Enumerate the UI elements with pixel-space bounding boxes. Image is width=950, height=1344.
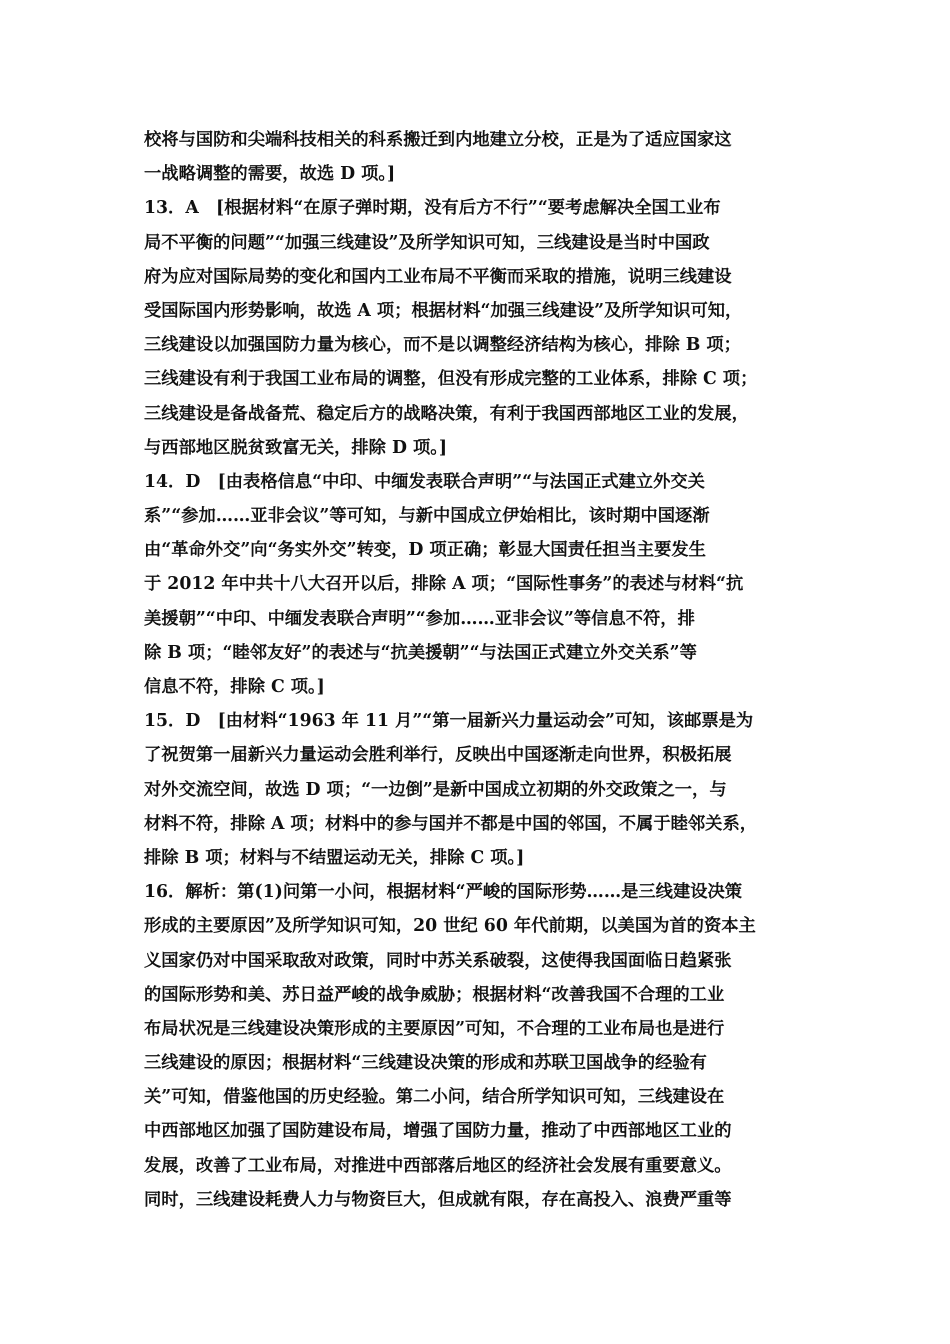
answer-15-line: 15．D [由材料“1963 年 11 月”“第一届新兴力量运动会”可知，该邮票是为 xyxy=(144,711,754,732)
text-line: 府为应对国际局势的变化和国内工业布局不平衡而采取的措施，说明三线建设 xyxy=(144,266,732,287)
text-line: 布局状况是三线建设决策形成的主要原因”可知，不合理的工业布局也是进行 xyxy=(144,1018,725,1039)
text-line: 材料不符，排除 A 项；材料中的参与国并不都是中国的邻国，不属于睦邻关系， xyxy=(144,813,758,834)
text-line: 的国际形势和美、苏日益严峻的战争威胁；根据材料“改善我国不合理的工业 xyxy=(144,984,725,1005)
text-line: 由“革命外交”向“务实外交”转变，D 项正确；彰显大国责任担当主要发生 xyxy=(144,540,706,561)
text-line: 三线建设的原因；根据材料“三线建设决策的形成和苏联卫国战争的经验有 xyxy=(144,1053,707,1074)
text-line: 形成的主要原因”及所学知识可知，20 世纪 60 年代前期，以美国为首的资本主 xyxy=(144,916,756,937)
text-line: 信息不符，排除 C 项。] xyxy=(144,677,325,697)
text-line: 三线建设以加强国防力量为核心，而不是以调整经济结构为核心，排除 B 项； xyxy=(144,335,741,356)
text-line: 受国际国内形势影响，故选 A 项；根据材料“加强三线建设”及所学知识可知， xyxy=(144,300,743,321)
text-line: 发展，改善了工业布局，对推进中西部落后地区的经济社会发展有重要意义。 xyxy=(144,1155,732,1176)
text-line: 于 2012 年中共十八大召开以后，排除 A 项；“国际性事务”的表述与材料“抗 xyxy=(144,574,744,595)
text-line: 三线建设是备战备荒、稳定后方的战略决策，有利于我国西部地区工业的发展， xyxy=(144,403,749,424)
text-line: 校将与国防和尖端科技相关的科系搬迁到内地建立分校，正是为了适应国家这 xyxy=(144,130,732,150)
text-line: 与西部地区脱贫致富无关，排除 D 项。] xyxy=(144,437,448,458)
text-line: 一战略调整的需要，故选 D 项。] xyxy=(144,164,396,185)
text-line: 关”可知，借鉴他国的历史经验。第二小问，结合所学知识可知，三线建设在 xyxy=(144,1087,725,1108)
text-line: 系”“参加……亚非会议”等可知，与新中国成立伊始相比，该时期中国逐渐 xyxy=(144,506,710,527)
text-line: 排除 B 项；材料与不结盟运动无关，排除 C 项。] xyxy=(144,847,525,868)
text-line: 了祝贺第一届新兴力量运动会胜利举行，反映出中国逐渐走向世界，积极拓展 xyxy=(144,745,732,766)
answer-16-line: 16．解析：第(1)问第一小问，根据材料“严峻的国际形势……是三线建设决策 xyxy=(144,882,743,903)
answer-14-line: 14．D [由表格信息“中印、中缅发表联合声明”“与法国正式建立外交关 xyxy=(144,471,705,492)
text-line: 三线建设有利于我国工业布局的调整，但没有形成完整的工业体系，排除 C 项； xyxy=(144,369,758,390)
answer-13-line: 13．A [根据材料“在原子弹时期，没有后方不行”“要考虑解决全国工业布 xyxy=(144,198,721,219)
text-line: 美援朝”“中印、中缅发表联合声明”“参加……亚非会议”等信息不符，排 xyxy=(144,608,695,629)
text-line: 局不平衡的问题”“加强三线建设”及所学知识可知，三线建设是当时中国政 xyxy=(144,232,710,253)
text-line: 同时，三线建设耗费人力与物资巨大，但成就有限，存在高投入、浪费严重等 xyxy=(144,1189,732,1210)
answer-text-body xyxy=(144,123,816,1217)
text-line: 对外交流空间，故选 D 项；“一边倒”是新中国成立初期的外交政策之一，与 xyxy=(144,779,727,800)
text-line: 中西部地区加强了国防建设布局，增强了国防力量，推动了中西部地区工业的 xyxy=(144,1121,732,1142)
text-line: 义国家仍对中国采取敌对政策，同时中苏关系破裂，这使得我国面临日趋紧张 xyxy=(144,950,732,971)
text-line: 除 B 项；“睦邻友好”的表述与“抗美援朝”“与法国正式建立外交关系”等 xyxy=(144,642,697,663)
